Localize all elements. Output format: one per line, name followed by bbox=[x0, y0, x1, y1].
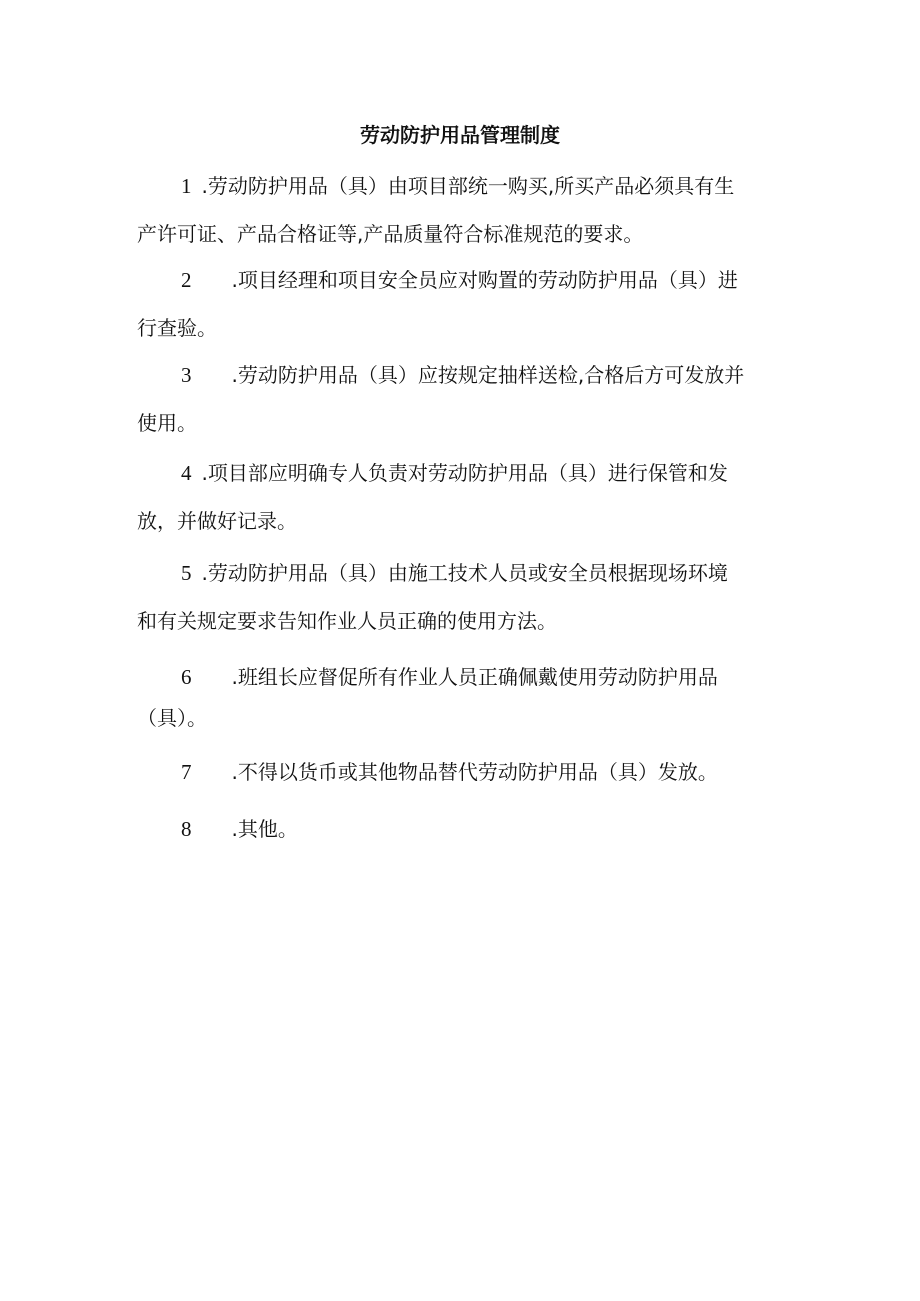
item-text-continued: 放，并做好记录。 bbox=[137, 509, 297, 533]
item-text-continued: （具）。 bbox=[137, 706, 207, 730]
list-item bbox=[137, 805, 797, 853]
item-number: 6 bbox=[181, 665, 192, 689]
item-text-continued: 使用。 bbox=[137, 411, 197, 435]
list-item bbox=[137, 449, 797, 545]
list-item bbox=[137, 549, 797, 645]
list-item bbox=[137, 748, 797, 796]
item-text: .其他。 bbox=[231, 817, 298, 841]
item-number: 1 bbox=[181, 174, 192, 198]
item-number: 4 bbox=[181, 461, 192, 485]
item-text: .劳动防护用品（具）由施工技术人员或安全员根据现场环境 bbox=[201, 561, 728, 585]
item-text-continued: 行查验。 bbox=[137, 316, 217, 340]
item-number: 5 bbox=[181, 561, 192, 585]
item-text: .项目部应明确专人负责对劳动防护用品（具）进行保管和发 bbox=[201, 461, 728, 485]
item-text: .班组长应督促所有作业人员正确佩戴使用劳动防护用品 bbox=[231, 665, 718, 689]
item-text-continued: 产许可证、产品合格证等,产品质量符合标准规范的要求。 bbox=[137, 222, 644, 246]
list-item bbox=[137, 655, 797, 737]
item-text: .劳动防护用品（具）应按规定抽样送检,合格后方可发放并 bbox=[231, 363, 745, 387]
document-title: 劳动防护用品管理制度 bbox=[360, 123, 560, 147]
item-text: .劳动防护用品（具）由项目部统一购买,所买产品必须具有生 bbox=[201, 174, 735, 198]
item-text-continued: 和有关规定要求告知作业人员正确的使用方法。 bbox=[137, 609, 557, 633]
item-text: .不得以货币或其他物品替代劳动防护用品（具）发放。 bbox=[231, 760, 718, 784]
item-text: .项目经理和项目安全员应对购置的劳动防护用品（具）进 bbox=[231, 268, 738, 292]
list-item bbox=[137, 256, 797, 352]
item-number: 7 bbox=[181, 760, 192, 784]
item-number: 2 bbox=[181, 268, 192, 292]
list-item bbox=[137, 351, 797, 447]
list-item bbox=[137, 162, 797, 258]
item-number: 8 bbox=[181, 817, 192, 841]
item-number: 3 bbox=[181, 363, 192, 387]
